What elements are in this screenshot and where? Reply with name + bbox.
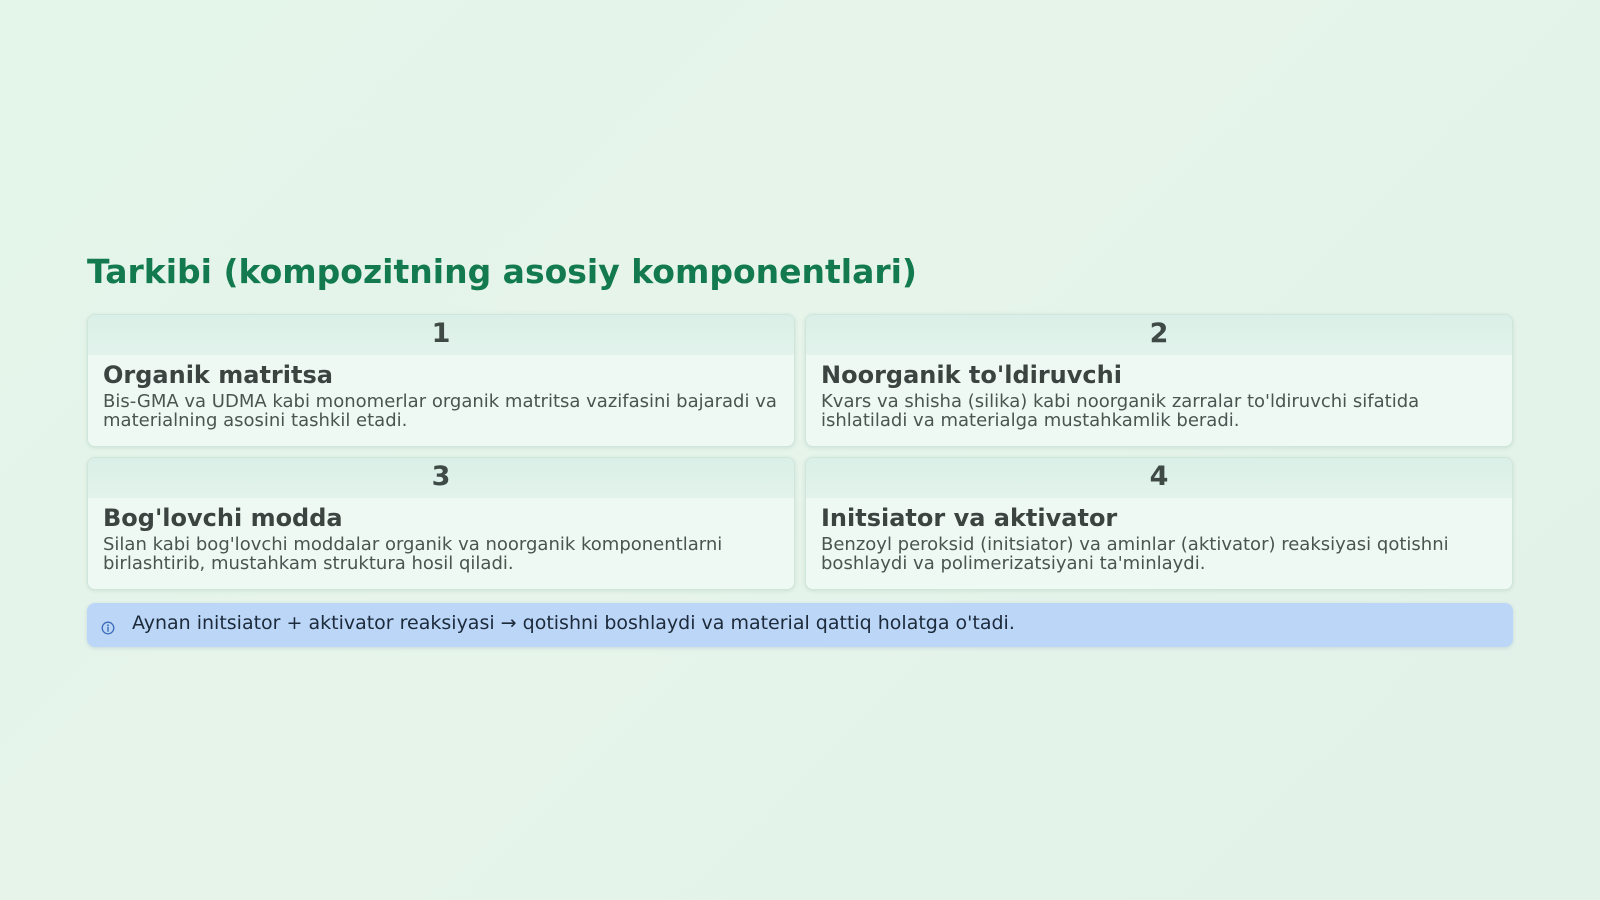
component-card-1 — [87, 314, 795, 447]
info-note — [87, 603, 1513, 647]
component-card-4 — [805, 457, 1513, 590]
component-card-3 — [87, 457, 795, 590]
card-body — [88, 355, 794, 430]
components-grid — [87, 314, 1513, 590]
card-description: Benzoyl peroksid (initsiator) va aminlar (aktivator) reaksiyasi qotishni boshlaydi va polimerizatsiyani ta'minlaydi. — [821, 534, 1449, 574]
card-heading: Organik matritsa — [103, 361, 333, 389]
card-body — [806, 355, 1512, 430]
card-body — [806, 498, 1512, 573]
card-heading: Noorganik to'ldiruvchi — [821, 361, 1122, 389]
card-header — [88, 458, 794, 498]
slide-title: Tarkibi (kompozitning asosiy komponentlari) — [87, 252, 918, 291]
card-header — [806, 458, 1512, 498]
card-number: 2 — [1149, 317, 1169, 349]
note-text: Aynan initsiator + aktivator reaksiyasi → qotishni boshlaydi va material qattiq holatga o'tadi. — [132, 612, 1015, 634]
component-card-2 — [805, 314, 1513, 447]
card-number: 1 — [431, 317, 451, 349]
card-heading: Bog'lovchi modda — [103, 504, 343, 532]
card-number: 4 — [1149, 460, 1169, 492]
card-header — [88, 315, 794, 355]
card-description: Kvars va shisha (silika) kabi noorganik zarralar to'ldiruvchi sifatida ishlatiladi va materialga mustahkamlik beradi. — [821, 391, 1420, 431]
card-header — [806, 315, 1512, 355]
card-description: Silan kabi bog'lovchi moddalar organik va noorganik komponentlarni birlashtirib, mustahkam struktura hosil qiladi. — [103, 534, 723, 574]
card-number: 3 — [431, 460, 451, 492]
card-description: Bis-GMA va UDMA kabi monomerlar organik matritsa vazifasini bajaradi va materialning asosini tashkil etadi. — [103, 391, 777, 431]
info-icon — [101, 621, 115, 635]
card-heading: Initsiator va aktivator — [821, 504, 1118, 532]
card-body — [88, 498, 794, 573]
